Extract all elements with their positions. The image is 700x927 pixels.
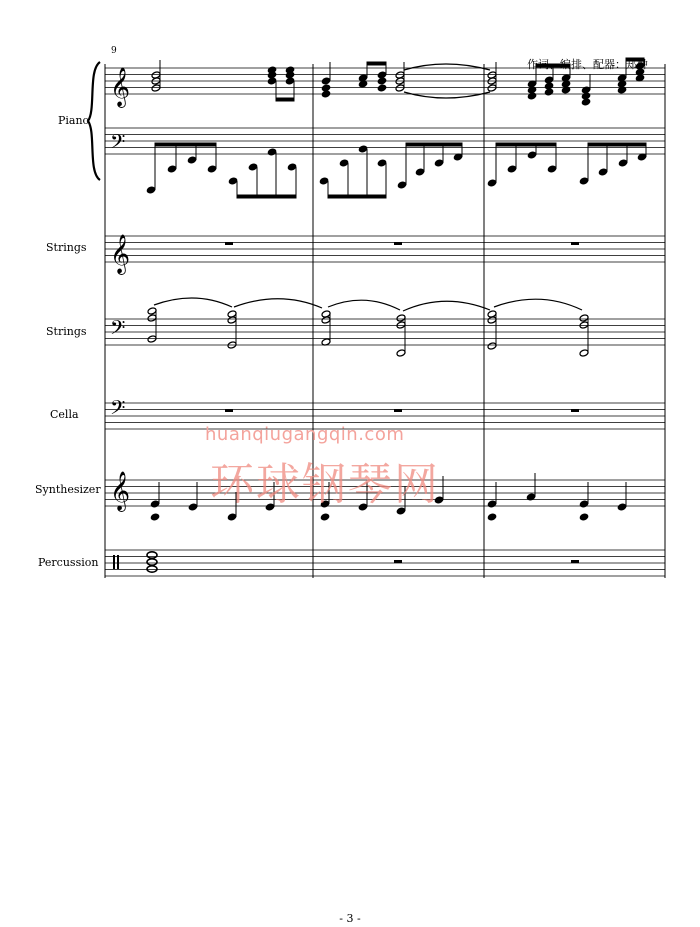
instrument-label-strings: Strings bbox=[46, 325, 87, 338]
credit-text: 作词、编排、配器：郑翀 bbox=[527, 58, 648, 71]
instrument-label-piano: Piano bbox=[58, 114, 90, 127]
whole-rests bbox=[225, 242, 579, 563]
instrument-label-synthesizer: Synthesizer bbox=[35, 483, 101, 496]
bass-clef-icon: 𝄢 bbox=[110, 316, 126, 344]
bass-clef-icon: 𝄢 bbox=[110, 396, 126, 424]
instrument-label-strings: Strings bbox=[46, 241, 87, 254]
percussion-clef-icon bbox=[114, 555, 118, 569]
piano-brace bbox=[88, 62, 100, 180]
clefs bbox=[110, 67, 130, 512]
treble-clef-icon: 𝄞 bbox=[110, 67, 131, 107]
watermark-text: 环球钢琴网 bbox=[210, 459, 440, 510]
strings-bass-notes bbox=[147, 298, 589, 357]
page-number: - 3 - bbox=[339, 912, 361, 925]
watermark-url: huanqiugangqin.com bbox=[205, 424, 405, 445]
treble-clef-icon: 𝄞 bbox=[110, 471, 131, 511]
piano-bass-notes bbox=[146, 143, 646, 198]
treble-clef-icon: 𝄞 bbox=[110, 234, 131, 274]
bass-clef-icon: 𝄢 bbox=[110, 130, 126, 158]
measure-number: 9 bbox=[111, 46, 117, 56]
instrument-label-percussion: Percussion bbox=[38, 556, 99, 569]
instrument-label-cella: Cella bbox=[50, 408, 79, 421]
